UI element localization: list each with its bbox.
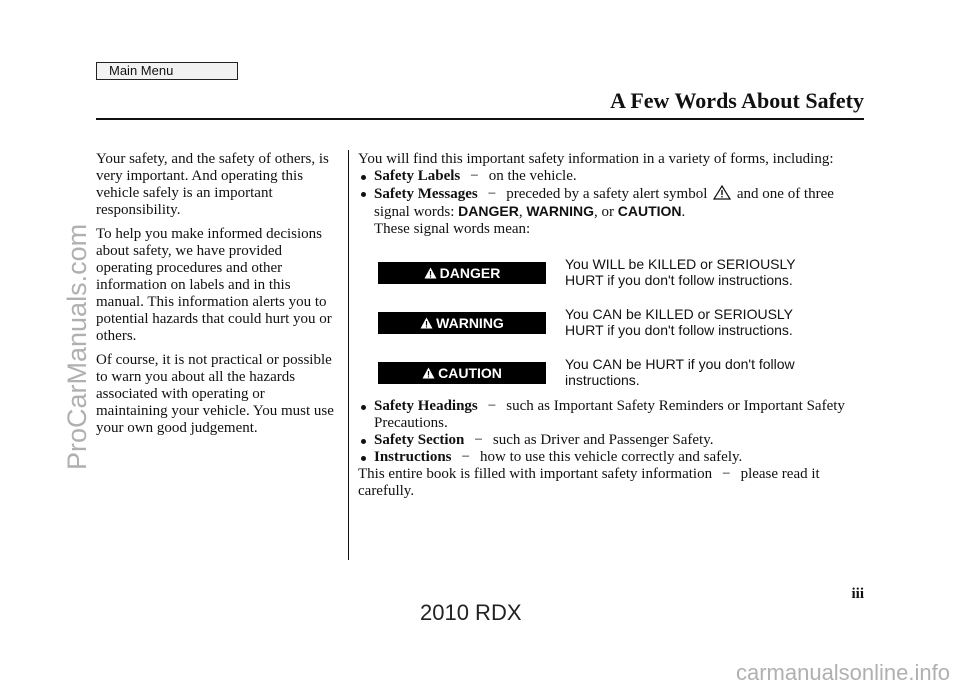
bullet-instructions: [358, 449, 868, 466]
signal-row-warning: [358, 298, 868, 348]
bullet-text: such as Driver and Passenger Safety.: [492, 432, 714, 448]
closing-paragraph: [358, 466, 868, 500]
bullet-title: Safety Section: [374, 432, 465, 448]
bullet-text: such as Important Safety Reminders or Important Safety Precautions.: [374, 398, 845, 431]
dash: −: [487, 186, 497, 202]
warning-triangle-icon: [424, 267, 437, 279]
dash: −: [722, 466, 731, 482]
warning-triangle-icon: [422, 367, 435, 379]
bullet-title: Instructions: [374, 449, 452, 465]
caution-description: You CAN be HURT if you don't follow instructions.: [565, 356, 795, 388]
safety-alert-icon: [713, 185, 731, 200]
dash: −: [474, 432, 483, 448]
bullet-safety-section: [358, 432, 868, 449]
comma: ,: [518, 204, 523, 220]
column-divider: [348, 150, 349, 560]
danger-description: You WILL be KILLED or SERIOUSLY HURT if you don't follow instructions.: [565, 256, 796, 288]
side-watermark: ProCarManuals.com: [62, 223, 92, 470]
dash: −: [470, 168, 479, 184]
comma-or: , or: [594, 204, 615, 220]
page-number: iii: [851, 586, 864, 602]
danger-label: DANGER: [378, 262, 546, 284]
signal-word-warning: WARNING: [526, 203, 595, 219]
site-watermark: carmanualsonline.info: [735, 660, 950, 685]
bullet-title: Safety Headings: [374, 398, 478, 414]
warning-triangle-icon: [420, 317, 433, 329]
dash: −: [461, 449, 470, 465]
caution-label: CAUTION: [378, 362, 546, 384]
signal-row-caution: [358, 348, 868, 398]
period: .: [681, 204, 686, 220]
signal-word-danger: DANGER: [458, 203, 519, 219]
warning-description: You CAN be KILLED or SERIOUSLY HURT if you don't follow instructions.: [565, 306, 793, 338]
bullet-text: and one of three signal words:: [374, 186, 834, 220]
bullet-safety-headings: [358, 398, 868, 432]
judgement-paragraph: Of course, it is not practical or possible to warn you about all the hazards associated with operating or maintaining your vehicle. You must use your own good judgement.: [96, 352, 334, 436]
header-rule: [96, 118, 864, 120]
forms-intro: You will find this important safety information in a variety of forms, including:: [358, 151, 834, 167]
signal-words-intro: These signal words mean:: [374, 221, 531, 237]
signal-word-caution: CAUTION: [617, 203, 682, 219]
warning-label: WARNING: [378, 312, 546, 334]
bullet-title: Safety Messages: [374, 186, 478, 202]
signal-row-danger: [358, 248, 868, 298]
closing-text: please read it carefully.: [358, 466, 820, 499]
bullet-safety-messages: [358, 185, 868, 221]
bullet-safety-labels: [358, 168, 868, 185]
signal-words-table: [358, 248, 868, 398]
bullet-title: Safety Labels: [374, 168, 461, 184]
informed-decisions-paragraph: To help you make informed decisions about safety, we have provided operating procedures and other information on labels and in this manual. This information alerts you to potential hazards that could hurt you or others.: [96, 226, 332, 344]
intro-paragraph: Your safety, and the safety of others, is very important. And operating this vehicle safely is an important responsibility.: [96, 151, 329, 218]
main-menu-button[interactable]: Main Menu: [96, 62, 238, 80]
bullet-text: how to use this vehicle correctly and safely.: [479, 449, 743, 465]
page-title: A Few Words About Safety: [610, 88, 864, 113]
bullet-text: on the vehicle.: [488, 168, 577, 184]
bullet-text: preceded by a safety alert symbol: [506, 186, 708, 202]
model-footer: 2010 RDX: [420, 600, 522, 625]
closing-text: This entire book is filled with important safety information: [358, 466, 713, 482]
right-column: [358, 151, 868, 500]
left-column: [96, 151, 340, 444]
dash: −: [487, 398, 497, 414]
